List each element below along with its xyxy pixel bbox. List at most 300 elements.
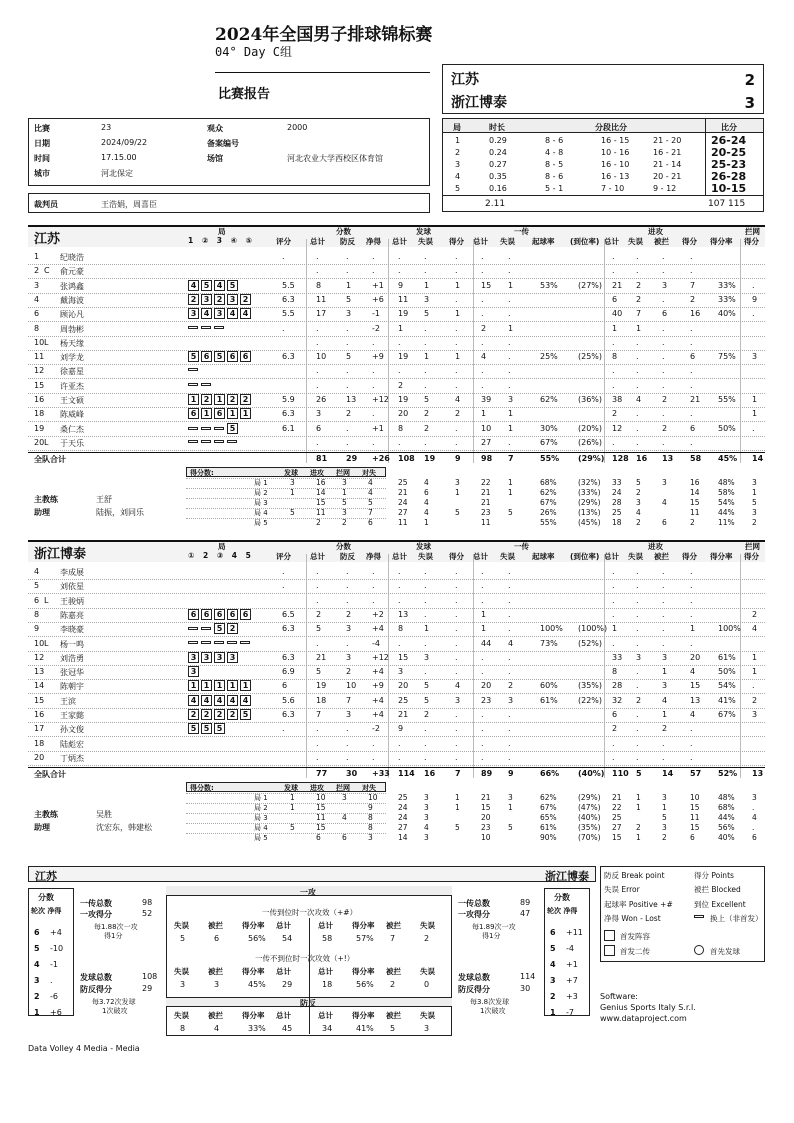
- serve-cell: 1: [424, 352, 430, 362]
- set-position: 2: [240, 394, 251, 405]
- block-cell: 4: [752, 624, 758, 634]
- by-set-recv: 23: [481, 508, 491, 518]
- attack-cell: 16: [690, 309, 701, 319]
- recv-cell: .: [508, 609, 511, 619]
- mid-value: 5: [180, 934, 186, 943]
- serve-cell: .: [398, 638, 401, 648]
- player-rating: 6.3: [282, 624, 295, 634]
- by-set-recv: 5: [508, 823, 513, 833]
- by-set-value: 5: [368, 498, 373, 508]
- by-set-attack: 40%: [718, 833, 735, 843]
- attack-cell: 4: [690, 710, 696, 719]
- set-position: 6: [188, 609, 199, 620]
- set-position: 2: [201, 709, 212, 720]
- stat-value: 52: [142, 909, 153, 918]
- by-set-attack: 5: [662, 813, 667, 823]
- attack-cell: .: [690, 595, 693, 605]
- col-sub: 总计: [310, 552, 325, 561]
- by-set-head: 对失: [362, 784, 376, 793]
- points-cell: 2: [316, 609, 322, 619]
- attack-cell: .: [612, 567, 615, 576]
- attack-cell: 2: [662, 724, 668, 734]
- square-icon: [604, 930, 615, 941]
- set-position: 6: [240, 609, 251, 620]
- serve-cell: .: [424, 380, 427, 390]
- software-line: Genius Sports Italy S.r.l.: [600, 1003, 696, 1012]
- attack-cell: 21: [690, 395, 701, 404]
- player-number: 14: [34, 681, 45, 691]
- by-set-attack: 28: [612, 498, 622, 508]
- attack-cell: 1: [662, 667, 668, 677]
- stat-value: 98: [142, 898, 153, 907]
- bench-dash: [227, 641, 237, 644]
- set-position: 2: [201, 394, 212, 405]
- footer-text: Data Volley 4 Media - Media: [28, 1044, 140, 1053]
- by-set-attack: 1: [662, 803, 667, 813]
- assistant-label: 助理: [34, 823, 50, 833]
- player-role: L: [44, 337, 49, 347]
- legend-item: 被拦 Blocked: [694, 885, 741, 894]
- mid-title: 一攻: [300, 888, 316, 897]
- points-cell: 3: [316, 409, 322, 419]
- total-attack: 57: [690, 769, 702, 779]
- by-set-serve: 6: [424, 488, 429, 498]
- serve-cell: .: [424, 567, 427, 576]
- attack-cell: 13: [690, 695, 701, 705]
- rotation-value: -1: [50, 960, 58, 969]
- attack-cell: .: [662, 567, 665, 576]
- page-subtitle: 04° Day C组: [215, 45, 293, 59]
- attack-cell: .: [636, 252, 639, 261]
- points-cell: +4: [372, 667, 384, 677]
- points-cell: .: [316, 752, 319, 762]
- by-set-name: 局 2: [254, 489, 268, 498]
- points-cell: 2: [346, 667, 352, 677]
- by-set-recv: 1: [508, 478, 513, 488]
- by-set-value: 3: [342, 508, 347, 518]
- recv-cell: 1: [481, 409, 487, 419]
- mid-head: 失误: [174, 967, 189, 976]
- by-set-attack: 33: [612, 478, 622, 488]
- player-rating: 6.9: [282, 667, 295, 677]
- col-head-serve: 发球: [416, 227, 431, 236]
- mid-head: 得分率: [242, 921, 265, 930]
- legend-item: 失误 Error: [604, 885, 640, 894]
- mid-head: 被拦: [208, 921, 223, 930]
- bench-dash: [201, 427, 211, 430]
- serve-cell: 19: [398, 309, 409, 319]
- serve-cell: .: [424, 337, 427, 347]
- player-rating: 6.3: [282, 294, 295, 304]
- recv-cell: 53%: [540, 280, 558, 290]
- total-serve: 114: [398, 769, 415, 779]
- by-set-attack: 1: [636, 803, 641, 813]
- assistant-names: 陆振，刘同乐: [96, 508, 144, 518]
- player-name: 顾沁凡: [60, 310, 84, 320]
- coach-label: 主教练: [34, 495, 58, 505]
- total-recv: (29%): [578, 454, 605, 464]
- col-head-set: 局: [218, 227, 226, 236]
- total-attack: 45%: [718, 454, 738, 464]
- player-number: 16: [34, 395, 45, 404]
- player-name: 李晓豪: [60, 625, 84, 635]
- by-set-serve: 25: [398, 478, 408, 488]
- col-sub: 净得: [366, 237, 381, 246]
- recv-cell: .: [508, 710, 511, 719]
- attack-cell: .: [612, 581, 615, 591]
- player-sets: [188, 323, 227, 332]
- mid-head: 失误: [420, 967, 435, 976]
- recv-cell: .: [508, 266, 511, 276]
- by-set-value: 11: [316, 508, 326, 518]
- by-set-serve: 27: [398, 508, 408, 518]
- mid-value: 18: [322, 980, 333, 989]
- by-set-serve: 11: [398, 518, 408, 528]
- stat-label: 一攻得分: [458, 910, 490, 919]
- set-partial: 8 - 6: [545, 172, 564, 181]
- total-points: 81: [316, 454, 328, 464]
- set-position: 5: [227, 280, 238, 291]
- row-line: [28, 350, 765, 351]
- by-set-value: 3: [342, 478, 347, 488]
- by-set-name: 局 3: [254, 814, 268, 823]
- set-partial: 5 - 1: [545, 184, 564, 193]
- by-set-value: 5: [342, 498, 347, 508]
- mid-head: 得分率: [352, 921, 375, 930]
- recv-cell: .: [508, 567, 511, 576]
- stat-note: 得1分: [104, 932, 123, 940]
- by-set-value: 5: [290, 823, 295, 833]
- by-set-attack: 6: [662, 518, 667, 528]
- mid-value: 3: [424, 1024, 430, 1033]
- player-name: 孙文俊: [60, 725, 84, 735]
- points-cell: +4: [372, 624, 384, 634]
- rotation-value: +4: [50, 928, 62, 937]
- points-cell: .: [346, 567, 349, 576]
- serve-cell: 1: [455, 309, 461, 319]
- attack-cell: 8: [612, 667, 618, 677]
- row-line: [28, 307, 765, 308]
- bench-dash: [201, 326, 211, 329]
- by-set-block: .: [752, 823, 755, 833]
- recv-cell: (35%): [578, 681, 603, 691]
- by-set-value: 16: [316, 478, 326, 488]
- sets-total: [442, 196, 764, 212]
- attack-cell: .: [690, 738, 693, 748]
- stat-label: 发球总数: [458, 973, 490, 982]
- by-set-recv: (45%): [578, 518, 601, 528]
- total-attack: 52%: [718, 769, 738, 779]
- serve-cell: 1: [398, 323, 404, 333]
- set-position: 1: [240, 680, 251, 691]
- legend-item: 首发二传: [620, 947, 650, 956]
- total-points: +33: [372, 769, 390, 779]
- player-sets: [188, 365, 201, 374]
- player-name: 王文硕: [60, 396, 84, 405]
- by-set-label: 得分数:: [190, 469, 214, 478]
- by-set-name: 局 3: [254, 499, 268, 508]
- player-rating: 6.3: [282, 710, 295, 719]
- rotation-head: 分数: [38, 893, 54, 902]
- attack-cell: 7: [636, 309, 642, 319]
- col-sub: 失误: [500, 552, 515, 561]
- attack-cell: .: [662, 337, 665, 347]
- set-position: 4: [201, 308, 212, 319]
- player-rating: .: [282, 581, 285, 591]
- points-cell: .: [316, 638, 319, 648]
- serve-cell: .: [455, 624, 458, 634]
- info-label: 时间: [34, 154, 50, 163]
- attack-cell: .: [662, 738, 665, 748]
- serve-cell: .: [398, 437, 401, 447]
- bench-dash-icon: [694, 915, 704, 918]
- by-set-head: 进攻: [310, 784, 324, 793]
- row-line: [28, 708, 765, 709]
- mid-head: 总计: [276, 967, 291, 976]
- attack-cell: .: [662, 409, 665, 419]
- mid-value: 41%: [356, 1024, 374, 1033]
- points-cell: .: [372, 409, 375, 419]
- bench-dash: [201, 440, 211, 443]
- attack-cell: 2: [662, 423, 668, 433]
- bench-dash: [188, 427, 198, 430]
- coach-name: 王舒: [96, 495, 112, 505]
- set-position: 6: [201, 351, 212, 362]
- col-head-rating: 评分: [276, 552, 291, 561]
- serve-cell: 1: [424, 280, 430, 290]
- by-set-attack: 4: [662, 498, 667, 508]
- by-set-value: 6: [368, 518, 373, 528]
- serve-cell: 4: [455, 395, 461, 404]
- serve-cell: 4: [455, 681, 461, 691]
- set-position: 4: [240, 308, 251, 319]
- player-sets: [188, 623, 240, 634]
- player-sets: [188, 638, 253, 647]
- col-sub: 失误: [418, 237, 433, 246]
- rotation-number: 3: [550, 976, 556, 985]
- attack-cell: 3: [662, 681, 668, 691]
- serve-cell: .: [398, 266, 401, 276]
- attack-cell: .: [690, 266, 693, 276]
- attack-cell: .: [690, 638, 693, 648]
- set-position: 5: [214, 723, 225, 734]
- points-cell: 5: [346, 352, 352, 362]
- total-attack: 128: [612, 454, 629, 464]
- by-set-attack: 3: [636, 498, 641, 508]
- player-name: 于天乐: [60, 438, 84, 448]
- attack-cell: .: [612, 252, 615, 261]
- recv-cell: .: [481, 652, 484, 662]
- coach-name: 吴胜: [96, 810, 112, 820]
- set-number: 2: [455, 148, 461, 157]
- mid-head: 被拦: [386, 1011, 401, 1020]
- recv-cell: .: [508, 352, 511, 362]
- attack-cell: .: [690, 409, 693, 419]
- attack-cell: .: [662, 266, 665, 276]
- player-sets: [188, 609, 253, 620]
- rotation-number: 6: [34, 928, 40, 937]
- by-set-serve: 24: [398, 498, 408, 508]
- by-set-value: 8: [368, 813, 373, 823]
- player-number: 17: [34, 724, 45, 734]
- points-cell: 7: [346, 695, 352, 705]
- points-cell: .: [346, 595, 349, 605]
- set-position: 1: [214, 680, 225, 691]
- player-sets: [188, 308, 253, 319]
- attack-cell: .: [636, 409, 639, 419]
- points-cell: 18: [316, 695, 327, 705]
- set-position: 6: [227, 351, 238, 362]
- mid-head: 得分率: [352, 1011, 375, 1020]
- recv-cell: 61%: [540, 695, 558, 705]
- by-set-attack: 18: [612, 518, 622, 528]
- mid-value: 3: [214, 980, 220, 989]
- col-sub: 总计: [392, 237, 407, 246]
- set-position: 1: [214, 394, 225, 405]
- by-set-value: 3: [368, 833, 373, 843]
- points-cell: 1: [346, 280, 352, 290]
- recv-cell: 1: [508, 323, 514, 333]
- player-number: 4: [34, 294, 40, 304]
- mid-value: 6: [214, 934, 220, 943]
- serve-cell: .: [424, 738, 427, 748]
- player-sets: [188, 666, 201, 677]
- serve-cell: .: [455, 710, 458, 719]
- rotation-value: +6: [50, 1008, 62, 1017]
- total-block: 13: [752, 769, 764, 779]
- mid-head: 失误: [174, 921, 189, 930]
- set-position: 6: [201, 609, 212, 620]
- serve-cell: .: [455, 652, 458, 662]
- row-line: [28, 651, 765, 652]
- points-cell: .: [346, 366, 349, 376]
- row-line: [28, 421, 765, 422]
- serve-cell: 2: [455, 409, 461, 419]
- set-partial: 8 - 6: [545, 136, 564, 145]
- player-name: 张鸿鑫: [60, 281, 84, 291]
- recv-cell: 44: [481, 638, 492, 648]
- by-set-value: 1: [342, 488, 347, 498]
- recv-cell: .: [481, 752, 484, 762]
- set-position: 6: [240, 351, 251, 362]
- row-line: [28, 751, 765, 752]
- serve-cell: 1: [455, 352, 461, 362]
- attack-cell: 4: [662, 695, 668, 705]
- mid-head: 得分率: [242, 967, 265, 976]
- attack-cell: .: [636, 638, 639, 648]
- player-rating: .: [282, 724, 285, 734]
- col-sub: 得分: [449, 552, 464, 561]
- attack-cell: .: [636, 667, 639, 677]
- mid-head: 总计: [318, 1011, 333, 1020]
- by-set-attack: 24: [612, 488, 622, 498]
- player-role: L: [44, 437, 49, 447]
- col-sub: 得分: [744, 237, 759, 246]
- by-set-serve: 3: [424, 833, 429, 843]
- by-set-name: 局 5: [254, 834, 268, 843]
- attack-cell: 21: [612, 280, 623, 290]
- attack-cell: 6: [690, 352, 696, 362]
- player-name: 张冠华: [60, 668, 84, 678]
- col-head-points: 分数: [336, 227, 351, 236]
- software-line: www.dataproject.com: [600, 1014, 687, 1023]
- attack-cell: .: [612, 595, 615, 605]
- bottom-team-a: 江苏: [35, 870, 57, 883]
- player-number: 1: [34, 252, 40, 261]
- col-sub: 总计: [473, 237, 488, 246]
- attack-cell: 54%: [718, 681, 736, 691]
- total-serve: 19: [424, 454, 436, 464]
- serve-cell: .: [455, 752, 458, 762]
- attack-cell: .: [690, 567, 693, 576]
- attack-cell: .: [662, 581, 665, 591]
- by-set-recv: 21: [481, 488, 491, 498]
- serve-cell: 15: [398, 652, 409, 662]
- stat-note: 1次破攻: [480, 1007, 506, 1015]
- total-attack: 110: [612, 769, 629, 779]
- by-set-attack: 48%: [718, 478, 735, 488]
- set-position: 1: [201, 680, 212, 691]
- by-set-serve: 3: [424, 793, 429, 803]
- stat-value: 108: [142, 972, 158, 981]
- referee-box: [28, 193, 430, 213]
- attack-cell: 4: [690, 667, 696, 677]
- attack-cell: .: [690, 323, 693, 333]
- points-cell: 21: [316, 652, 327, 662]
- total-points: 77: [316, 769, 328, 779]
- row-line: [28, 593, 765, 594]
- by-set-head: 发球: [284, 469, 298, 478]
- attack-cell: 100%: [718, 624, 741, 634]
- rotation-sub: 轮次 净得: [547, 907, 578, 915]
- attack-cell: 15: [690, 681, 701, 691]
- recv-cell: 20: [481, 681, 492, 691]
- player-role: L: [44, 638, 49, 648]
- rotation-number: 5: [34, 944, 40, 953]
- attack-cell: 55%: [718, 395, 736, 404]
- recv-cell: .: [481, 724, 484, 734]
- by-set-name: 局 5: [254, 519, 268, 528]
- mid-value: 3: [180, 980, 186, 989]
- set-position: 4: [214, 695, 225, 706]
- set-position: 3: [201, 294, 212, 305]
- total-recv: 55%: [540, 454, 560, 464]
- by-set-recv: 68%: [540, 478, 557, 488]
- serve-cell: 19: [398, 352, 409, 362]
- bench-dash: [214, 326, 224, 329]
- recv-cell: (52%): [578, 638, 603, 648]
- set-score: 26-28: [711, 170, 747, 183]
- by-set-recv: (70%): [578, 833, 601, 843]
- row-line: [28, 378, 765, 379]
- set-partial: 16 - 10: [601, 160, 630, 169]
- stat-note: 每3.8次发球: [470, 998, 510, 1006]
- col-head-set-nums: ① 2 ③ 4 5: [188, 551, 254, 560]
- attack-cell: .: [662, 323, 665, 333]
- block-cell: 1: [752, 409, 758, 419]
- total-line: [28, 767, 765, 768]
- set-position: 6: [214, 408, 225, 419]
- points-cell: .: [372, 337, 375, 347]
- attack-cell: 2: [612, 409, 618, 419]
- by-set-attack: 2: [636, 823, 641, 833]
- recv-cell: 4: [508, 638, 514, 648]
- by-set-recv: 10: [481, 833, 491, 843]
- recv-cell: .: [508, 724, 511, 734]
- recv-cell: .: [508, 294, 511, 304]
- col-sub: 得分: [682, 237, 697, 246]
- serve-cell: .: [398, 738, 401, 748]
